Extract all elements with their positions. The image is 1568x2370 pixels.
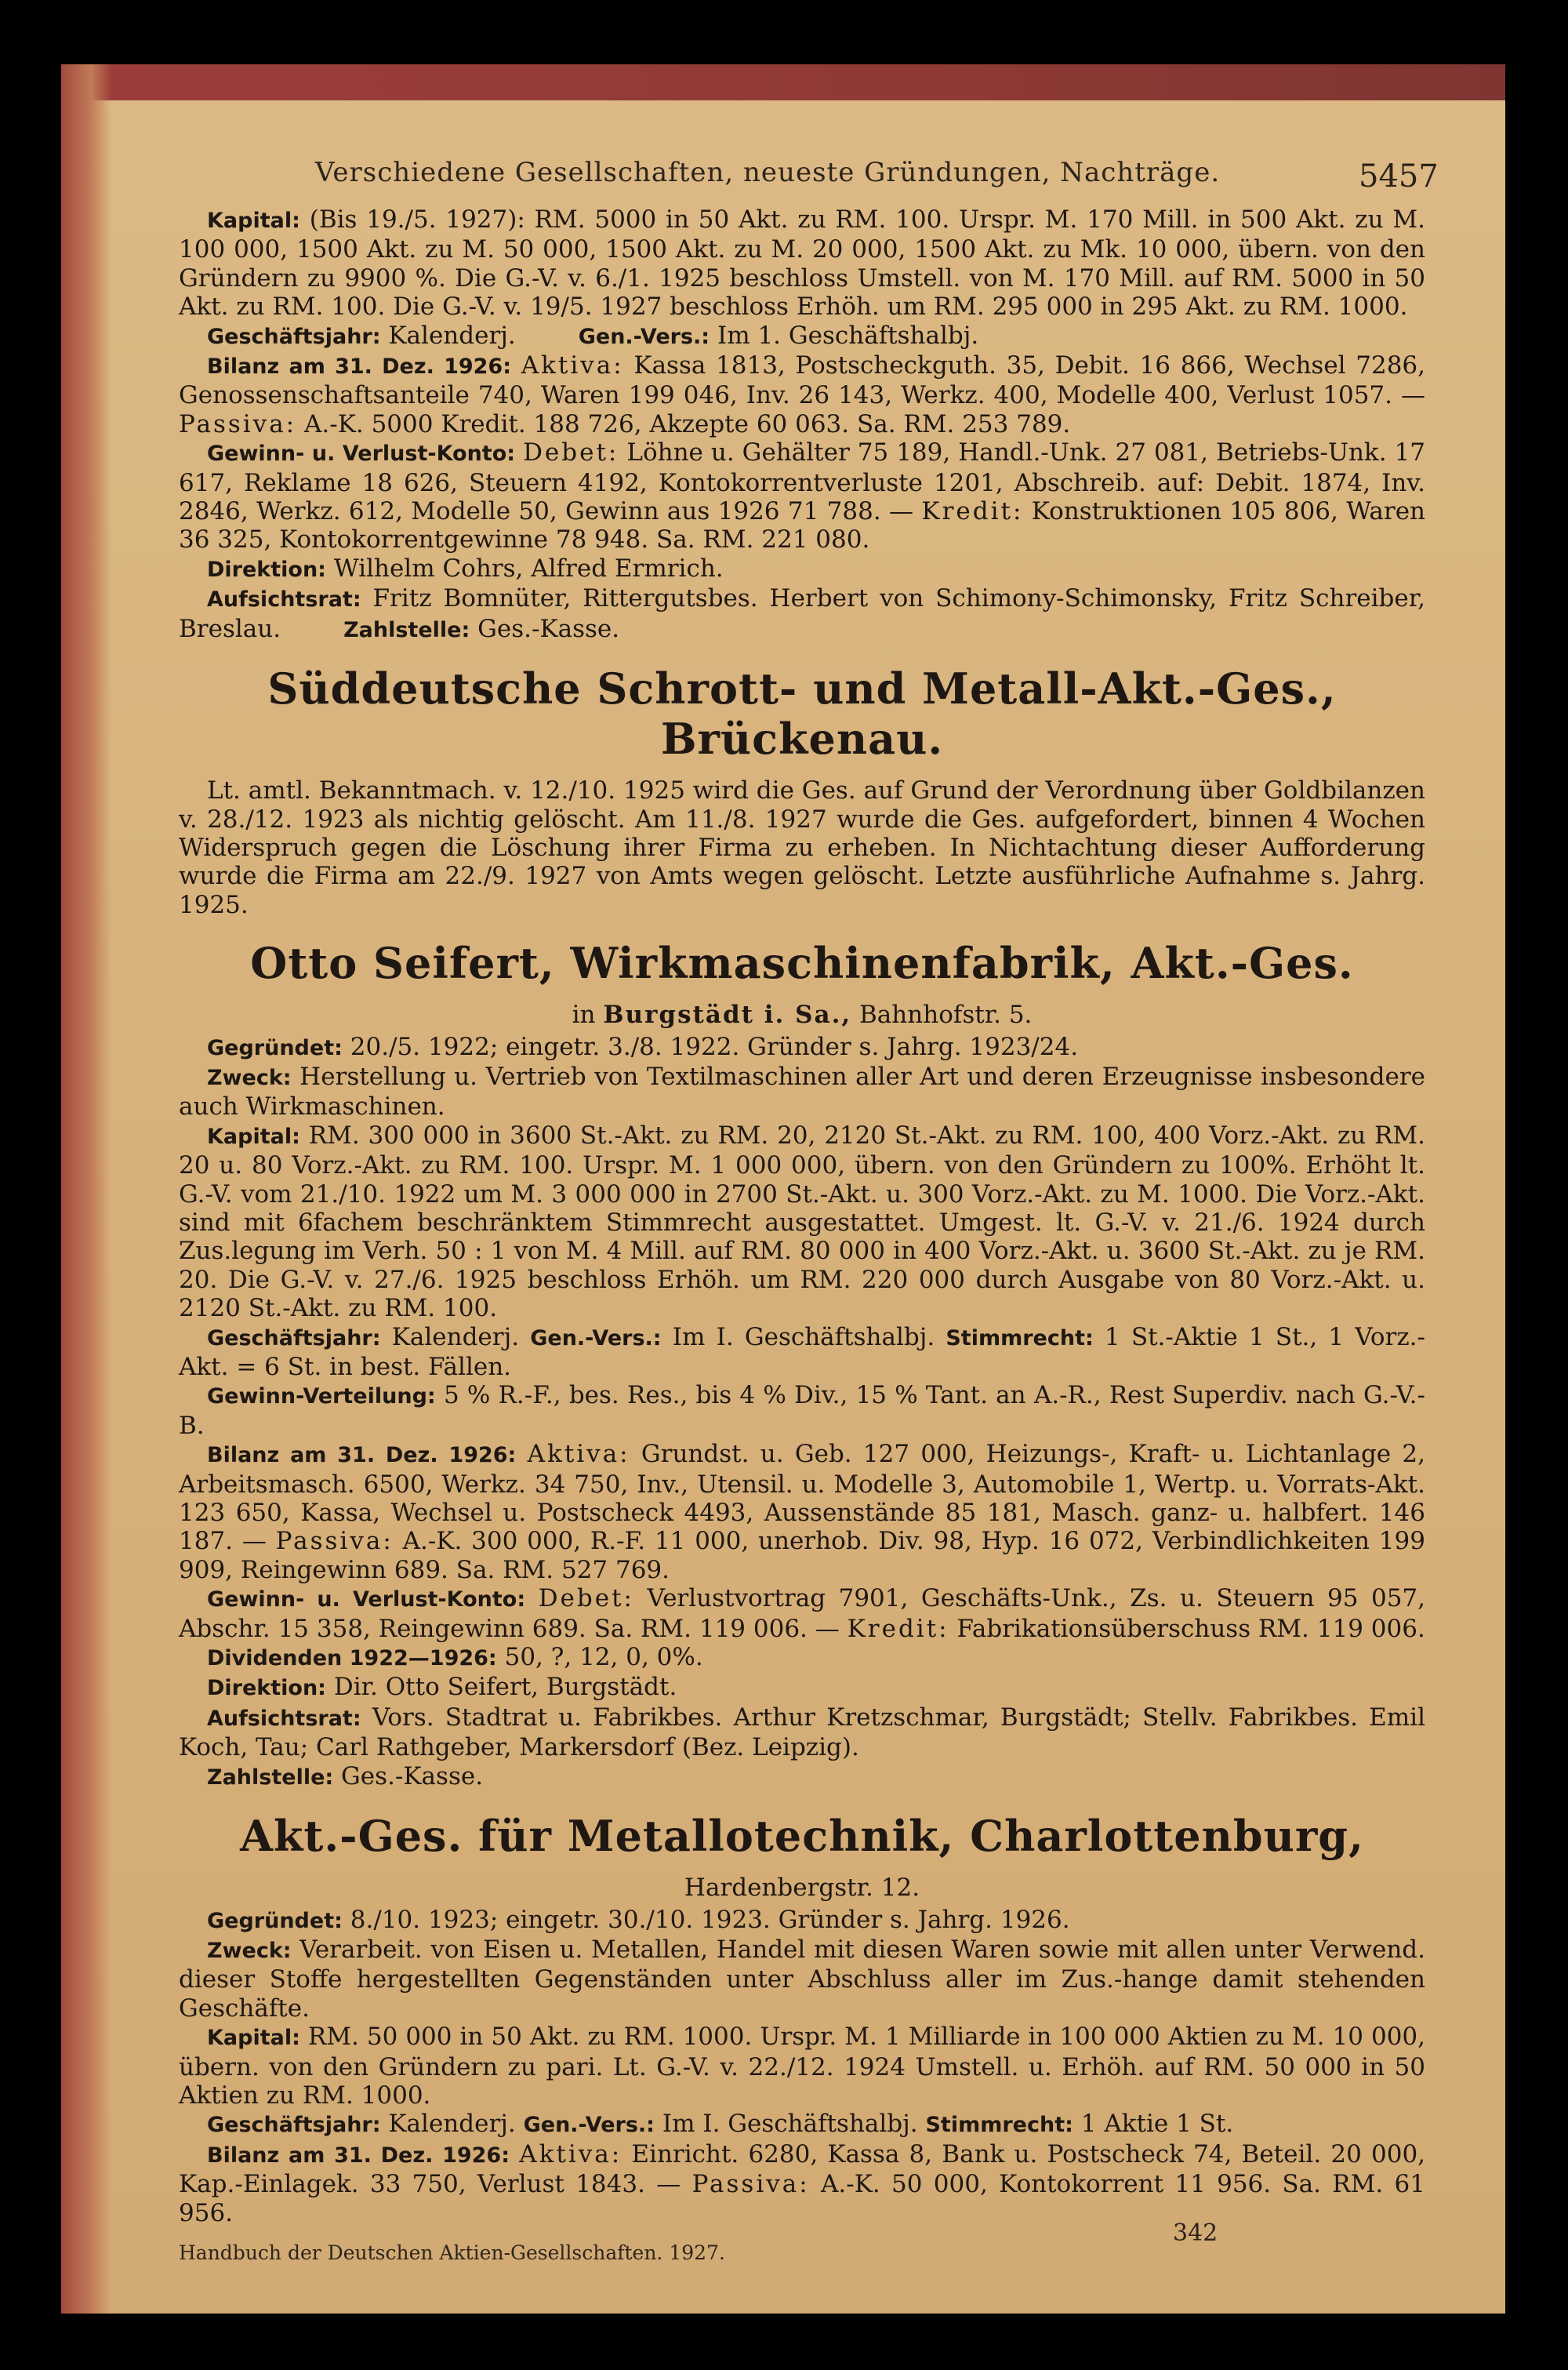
guv-label: Gewinn- u. Verlust-Konto: [207, 1587, 526, 1612]
debet-word: Debet: [538, 1584, 634, 1613]
book-page [61, 64, 1505, 2314]
kredit-word: Kredit: [847, 1614, 949, 1643]
guv-entry [179, 1584, 1425, 1643]
zahlstelle-label: Zahlstelle: [207, 1765, 334, 1790]
bilanz-aktiva: Kassa 1813, Postscheckguth. 35, Debit. 16 866, Wechsel 7286, Genossenschaftsanteile 740, Waren 199 046, Inv. 26 143, Werkz. 400, Modelle 400, Verlust 1057. — [179, 351, 1426, 410]
direktion-label: Direktion: [207, 557, 326, 582]
direktion-label: Direktion: [207, 1676, 326, 1701]
bilanz-entry [179, 1440, 1425, 1584]
kapital-label: Kapital: [207, 209, 300, 233]
bilanz-passiva: A.-K. 5000 Kredit. 188 726, Akzepte 60 063. Sa. RM. 253 789. [303, 409, 1071, 438]
passiva-word: Passiva: [691, 2170, 810, 2199]
page-number: 5457 [1359, 158, 1439, 194]
kapital-entry [179, 1121, 1425, 1323]
stimmrecht-text: 1 Aktie 1 St. [1080, 2110, 1234, 2139]
geschaeftsjahr-text: Kalenderj. [388, 2110, 516, 2139]
aktiva-word: Aktiva: [519, 2139, 622, 2168]
guv-label: Gewinn- u. Verlust-Konto: [207, 442, 516, 467]
kapital-label: Kapital: [207, 2026, 300, 2051]
company-heading-metallotechnik: Akt.-Ges. für Metallotechnik, Charlottenburg, [240, 1811, 1364, 1862]
bilanz-label: Bilanz am 31. Dez. 1926: [207, 1443, 517, 1468]
guv-debet: Verlustvortrag 7901, Geschäfts-Unk., Zs. u. Steuern 95 057, Abschr. 15 358, Reingewinn 689. Sa. RM. 119 006. — [179, 1584, 1426, 1643]
zweck-entry [179, 1936, 1425, 2023]
geschaeftsjahr-label: Geschäftsjahr: [207, 1325, 381, 1350]
dividenden-label: Dividenden 1922—1926: [207, 1646, 497, 1671]
direktion-text: Dir. Otto Seifert, Burgstädt. [333, 1673, 677, 1702]
geschaeftsjahr-entry [179, 1323, 1425, 1382]
genvers-label: Gen.-Vers.: [530, 1325, 662, 1350]
geschaeftsjahr-entry [179, 2110, 1425, 2139]
bilanz-entry [179, 351, 1425, 438]
gewinnverteilung-label: Gewinn-Verteilung: [207, 1384, 436, 1409]
passiva-word: Passiva: [275, 1527, 394, 1556]
zahlstelle-entry [179, 1762, 1425, 1792]
genvers-text: Im I. Geschäftshalbj. [662, 2110, 918, 2139]
page-left-edge [61, 64, 111, 2314]
zahlstelle-text: Ges.-Kasse. [341, 1761, 484, 1790]
kapital-text: (Bis 19./5. 1927): RM. 5000 in 50 Akt. zu RM. 100. Urspr. M. 170 Mill. in 500 Akt. zu M. 100 000, 1500 Akt. zu M. 50 000, 1500 Akt. zu M. 20 000, 1500 Akt. zu Mk. 10 000, übern. von den Gründern zu 9900 %. Die G.-V. v. 6./1. 1925 beschloss Umstell. von M. 170 Mill. auf RM. 5000 in 50 Akt. zu RM. 100. Die G.-V. v. 19/5. 1927 beschloss Erhöh. um RM. 295 000 in 295 Akt. zu RM. 1000. [179, 205, 1425, 322]
location-street: Bahnhofstr. 5. [859, 1001, 1033, 1030]
page-content [179, 205, 1425, 2227]
gegruendet-text: 8./10. 1923; eingetr. 30./10. 1923. Gründer s. Jahrg. 1926. [350, 1905, 1070, 1934]
aufsichtsrat-label: Aufsichtsrat: [207, 587, 361, 612]
page-top-binding [61, 64, 1505, 100]
kapital-text: RM. 300 000 in 3600 St.-Akt. zu RM. 20, 2120 St.-Akt. zu RM. 100, 400 Vorz.-Akt. zu RM. 20 u. 80 Vorz.-Akt. zu RM. 100. Urspr. M. 1 000 000, übern. von den Gründern zu 100%. Erhöht lt. G.-V. vom 21./10. 1922 um M. 3 000 000 in 2700 St.-Akt. u. 300 Vorz.-Akt. zu M. 1000. Die Vorz.-Akt. sind mit 6fachem beschränktem Stimmrecht ausgestattet. Umgest. lt. G.-V. v. 21./6. 1924 durch Zus.legung im Verh. 50 : 1 von M. 4 Mill. auf RM. 80 000 in 400 Vorz.-Akt. u. 3600 St.-Akt. zu je RM. 20. Die G.-V. v. 27./6. 1925 beschloss Erhöh. um RM. 220 000 durch Ausgabe von 80 Vorz.-Akt. u. 2120 St.-Akt. zu RM. 100. [179, 1121, 1425, 1323]
zahlstelle-label: Zahlstelle: [343, 617, 470, 642]
bilanz-passiva: A.-K. 300 000, R.-F. 11 000, unerhob. Div. 98, Hyp. 16 072, Verbindlichkeiten 199 909, Reingewinn 689. Sa. RM. 527 769. [179, 1527, 1425, 1584]
geschaeftsjahr-text: Kalenderj. [391, 1322, 520, 1351]
guv-debet: Löhne u. Gehälter 75 189, Handl.-Unk. 27 081, Betriebs-Unk. 17 617, Reklame 18 626, Steuern 4192, Kontokorrentverluste 1201, Abschreib. auf: Debit. 1874, Inv. 2846, Werkz. 612, Modelle 50, Gewinn aus 1926 71 788. — [179, 438, 1426, 526]
geschaeftsjahr-text: Kalenderj. [388, 321, 516, 350]
aufsichtsrat-label: Aufsichtsrat: [207, 1706, 361, 1731]
aufsichtsrat-entry [179, 1703, 1425, 1762]
bilanz-aktiva: Einricht. 6280, Kassa 8, Bank u. Postscheck 74, Beteil. 20 000, Kap.-Einlagek. 33 750, Verlust 1843. — [179, 2139, 1426, 2199]
dividenden-text: 50, ?, 12, 0, 0%. [504, 1643, 703, 1672]
bilanz-label: Bilanz am 31. Dez. 1926: [207, 2143, 510, 2168]
zweck-label: Zweck: [207, 1938, 292, 1963]
kapital-label: Kapital: [207, 1124, 300, 1149]
aufsichtsrat-text: Fritz Bomnüter, Rittergutsbes. Herbert von Schimony-Schimonsky, Fritz Schreiber, Breslau. [179, 584, 1425, 643]
aktiva-word: Aktiva: [521, 351, 624, 380]
kredit-word: Kredit: [921, 497, 1024, 526]
zweck-entry [179, 1063, 1425, 1121]
direktion-entry [179, 554, 1425, 584]
company-location: Hardenbergstr. 12. [684, 1874, 920, 1903]
sheet-number: 342 [1173, 2219, 1218, 2247]
gegruendet-text: 20./5. 1922; eingetr. 3./8. 1922. Gründer s. Jahrg. 1923/24. [350, 1032, 1079, 1061]
footer-source: Handbuch der Deutschen Aktien-Gesellschaften. 1927. [179, 2241, 725, 2264]
direktion-text: Wilhelm Cohrs, Alfred Ermrich. [333, 554, 724, 583]
guv-entry [179, 438, 1425, 554]
geschaeftsjahr-entry [179, 322, 1425, 351]
bilanz-label: Bilanz am 31. Dez. 1926: [207, 354, 512, 380]
gegruendet-label: Gegründet: [207, 1035, 343, 1060]
debet-word: Debet: [523, 438, 619, 467]
aufsichtsrat-text: Vors. Stadtrat u. Fabrikbes. Arthur Kretzschmar, Burgstädt; Stellv. Fabrikbes. Emil Koch, Tau; Carl Rathgeber, Markersdorf (Bez. Leipzig). [179, 1703, 1425, 1762]
geschaeftsjahr-label: Geschäftsjahr: [207, 2113, 381, 2138]
company-heading-sueddeutsche: Süddeutsche Schrott- und Metall-Akt.-Ges., Brückenau. [267, 663, 1337, 765]
guv-kredit: Fabrikationsüberschuss RM. 119 006. [956, 1614, 1425, 1643]
genvers-label: Gen.-Vers.: [523, 2113, 655, 2138]
passiva-word: Passiva: [179, 409, 297, 438]
gegruendet-entry [179, 1906, 1425, 1936]
kapital-text: RM. 50 000 in 50 Akt. zu RM. 1000. Urspr. M. 1 Milliarde in 100 000 Aktien zu M. 10 000, übern. von den Gründern zu pari. Lt. G.-V. v. 22./12. 1924 Umstell. u. Erhöh. auf RM. 50 000 in 50 Aktien zu RM. 1000. [179, 2023, 1425, 2110]
gegruendet-label: Gegründet: [207, 1908, 343, 1933]
aktiva-word: Aktiva: [527, 1440, 630, 1469]
zahlstelle-text: Ges.-Kasse. [477, 614, 620, 643]
aufsichtsrat-entry [179, 584, 1425, 645]
stimmrecht-text: 1 St.-Aktie 1 St., 1 Vorz.-Akt. = 6 St. in best. Fällen. [179, 1322, 1425, 1381]
genvers-label: Gen.-Vers.: [578, 324, 710, 349]
bilanz-passiva: A.-K. 50 000, Kontokorrent 11 956. Sa. RM. 61 956. [179, 2170, 1425, 2227]
zweck-text: Herstellung u. Vertrieb von Textilmaschinen aller Art und deren Erzeugnisse insbesondere auch Wirkmaschinen. [179, 1062, 1425, 1121]
running-head: Verschiedene Gesellschaften, neueste Gründungen, Nachträge. [315, 157, 1221, 188]
gewinnverteilung-text: 5 % R.-F., bes. Res., bis 4 % Div., 15 % Tant. an A.-R., Rest Superdiv. nach G.-V.-B. [179, 1381, 1426, 1440]
company-heading-otto-seifert: Otto Seifert, Wirkmaschinenfabrik, Akt.-Ges. [250, 938, 1354, 989]
genvers-text: Im 1. Geschäftshalbj. [717, 321, 979, 350]
gewinnverteilung-entry [179, 1381, 1425, 1440]
gegruendet-entry [179, 1033, 1425, 1063]
guv-kredit: Konstruktionen 105 806, Waren 36 325, Kontokorrentgewinne 78 948. Sa. RM. 221 080. [179, 497, 1426, 554]
stimmrecht-label: Stimmrecht: [925, 2113, 1073, 2138]
stimmrecht-label: Stimmrecht: [946, 1325, 1094, 1350]
loeschung-text: Lt. amtl. Bekanntmach. v. 12./10. 1925 wird die Ges. auf Grund der Verordnung über Goldbilanzen v. 28./12. 1923 als nichtig gelöscht. Am 11./8. 1927 wurde die Ges. aufgefordert, binnen 4 Wochen Widerspruch gegen die Löschung ihrer Firma zu erheben. In Nichtachtung dieser Aufforderung wurde die Firma am 22./9. 1927 von Amts wegen gelöscht. Letzte ausführliche Aufnahme s. Jahrg. 1925. [179, 776, 1425, 919]
dividenden-entry [179, 1643, 1425, 1673]
kapital-entry [179, 2023, 1425, 2110]
geschaeftsjahr-label: Geschäftsjahr: [207, 324, 381, 349]
company-location [179, 1001, 1425, 1029]
genvers-text: Im I. Geschäftshalbj. [672, 1322, 935, 1351]
kapital-entry [179, 205, 1425, 322]
zweck-label: Zweck: [207, 1065, 292, 1090]
location-city: Burgstädt i. Sa., [603, 1001, 852, 1030]
bilanz-entry [179, 2140, 1425, 2227]
location-prefix: in [572, 1001, 596, 1030]
direktion-entry [179, 1673, 1425, 1703]
bilanz-aktiva: Grundst. u. Geb. 127 000, Heizungs-, Kraft- u. Lichtanlage 2, Arbeitsmasch. 6500, Werkz. 34 750, Inv., Utensil. u. Modelle 3, Automobile 1, Wertp. u. Vorrats-Akt. 123 650, Kassa, Wechsel u. Postscheck 4493, Aussenstände 85 181, Masch. ganz- u. halbfert. 146 187. — [179, 1440, 1425, 1556]
zweck-text: Verarbeit. von Eisen u. Metallen, Handel mit diesen Waren sowie mit allen unter Verwend. dieser Stoffe hergestellten Gegenständen unter Abschluss aller im Zus.-hange damit stehenden Geschäfte. [179, 1935, 1426, 2023]
